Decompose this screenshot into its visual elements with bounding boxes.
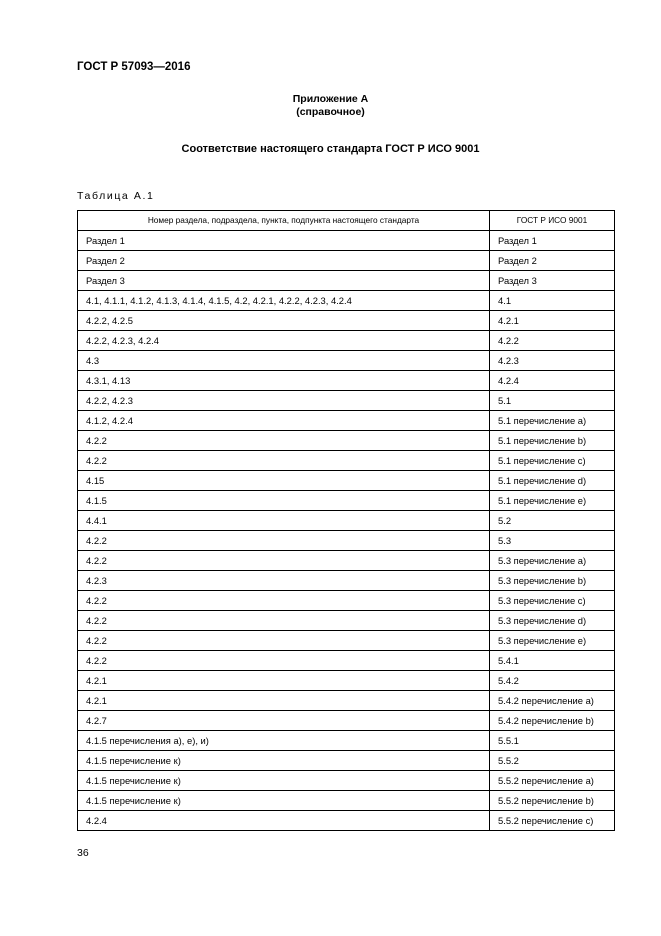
- cell-iso-9001: 5.4.2 перечисление b): [490, 711, 615, 731]
- cell-iso-9001: 5.4.2 перечисление а): [490, 691, 615, 711]
- table-row: [78, 411, 615, 431]
- cell-iso-9001: Раздел 3: [490, 271, 615, 291]
- cell-iso-9001: 5.2: [490, 511, 615, 531]
- cell-standard-section: 4.2.4: [78, 811, 490, 831]
- appendix-title: Приложение А: [292, 93, 369, 105]
- table-row: [78, 571, 615, 591]
- table-body: [78, 231, 615, 831]
- cell-iso-9001: 5.5.2 перечисление b): [490, 791, 615, 811]
- cell-standard-section: Раздел 1: [78, 231, 490, 251]
- correspondence-table: [77, 210, 615, 831]
- table-row: [78, 331, 615, 351]
- cell-standard-section: Раздел 3: [78, 271, 490, 291]
- cell-iso-9001: 4.2.1: [490, 311, 615, 331]
- cell-iso-9001: 5.5.2 перечисление а): [490, 771, 615, 791]
- table-row: [78, 751, 615, 771]
- table-row: [78, 391, 615, 411]
- document-code: ГОСТ Р 57093—2016: [77, 61, 191, 73]
- cell-standard-section: 4.2.7: [78, 711, 490, 731]
- cell-standard-section: 4.2.2, 4.2.3, 4.2.4: [78, 331, 490, 351]
- table-row: [78, 631, 615, 651]
- cell-iso-9001: 5.3 перечисление е): [490, 631, 615, 651]
- cell-iso-9001: 4.1: [490, 291, 615, 311]
- section-heading: Соответствие настоящего стандарта ГОСТ Р ИСО 9001: [181, 143, 480, 155]
- cell-iso-9001: 4.2.3: [490, 351, 615, 371]
- table-row: [78, 291, 615, 311]
- cell-standard-section: 4.3.1, 4.13: [78, 371, 490, 391]
- cell-iso-9001: 5.1 перечисление е): [490, 491, 615, 511]
- cell-standard-section: 4.1.5 перечисление к): [78, 791, 490, 811]
- table-row: [78, 651, 615, 671]
- table-row: [78, 691, 615, 711]
- cell-iso-9001: 5.3 перечисление d): [490, 611, 615, 631]
- cell-standard-section: 4.15: [78, 471, 490, 491]
- cell-standard-section: 4.2.2: [78, 591, 490, 611]
- cell-iso-9001: 5.5.1: [490, 731, 615, 751]
- table-row: [78, 711, 615, 731]
- table-row: [78, 731, 615, 751]
- cell-iso-9001: 5.1 перечисление b): [490, 431, 615, 451]
- page-number: 36: [77, 847, 89, 859]
- cell-iso-9001: 5.1 перечисление с): [490, 451, 615, 471]
- header-standard-section: Номер раздела, подраздела, пункта, подпункта настоящего стандарта: [78, 211, 490, 231]
- cell-standard-section: 4.1.5: [78, 491, 490, 511]
- cell-standard-section: 4.2.2, 4.2.5: [78, 311, 490, 331]
- table-row: [78, 431, 615, 451]
- cell-standard-section: 4.2.1: [78, 671, 490, 691]
- cell-standard-section: 4.1.5 перечисления а), е), и): [78, 731, 490, 751]
- cell-standard-section: 4.2.2: [78, 551, 490, 571]
- appendix-type: (справочное): [296, 106, 365, 118]
- cell-iso-9001: 5.4.2: [490, 671, 615, 691]
- cell-iso-9001: 5.5.2 перечисление с): [490, 811, 615, 831]
- cell-standard-section: 4.2.2: [78, 611, 490, 631]
- cell-standard-section: 4.1.2, 4.2.4: [78, 411, 490, 431]
- table-row: [78, 311, 615, 331]
- table-header-row: [78, 211, 615, 231]
- table-row: [78, 471, 615, 491]
- cell-standard-section: 4.2.2: [78, 631, 490, 651]
- table-caption: Таблица А.1: [77, 190, 155, 202]
- cell-iso-9001: 4.2.4: [490, 371, 615, 391]
- cell-standard-section: 4.2.1: [78, 691, 490, 711]
- cell-iso-9001: 5.1 перечисление а): [490, 411, 615, 431]
- table-row: [78, 771, 615, 791]
- cell-standard-section: 4.2.2, 4.2.3: [78, 391, 490, 411]
- cell-iso-9001: 5.3 перечисление с): [490, 591, 615, 611]
- cell-standard-section: 4.2.2: [78, 431, 490, 451]
- table-row: [78, 251, 615, 271]
- table-row: [78, 491, 615, 511]
- table-row: [78, 531, 615, 551]
- cell-iso-9001: 5.4.1: [490, 651, 615, 671]
- table-row: [78, 591, 615, 611]
- table-row: [78, 231, 615, 251]
- cell-standard-section: 4.1.5 перечисление к): [78, 751, 490, 771]
- cell-iso-9001: 5.3 перечисление а): [490, 551, 615, 571]
- table-row: [78, 351, 615, 371]
- cell-standard-section: Раздел 2: [78, 251, 490, 271]
- cell-iso-9001: 5.3 перечисление b): [490, 571, 615, 591]
- table-row: [78, 271, 615, 291]
- table-row: [78, 671, 615, 691]
- table-row: [78, 371, 615, 391]
- table-row: [78, 451, 615, 471]
- cell-standard-section: 4.2.2: [78, 651, 490, 671]
- cell-standard-section: 4.3: [78, 351, 490, 371]
- table-row: [78, 511, 615, 531]
- cell-iso-9001: 4.2.2: [490, 331, 615, 351]
- header-iso-9001: ГОСТ Р ИСО 9001: [490, 211, 615, 231]
- table-row: [78, 811, 615, 831]
- cell-iso-9001: 5.1: [490, 391, 615, 411]
- cell-standard-section: 4.4.1: [78, 511, 490, 531]
- cell-iso-9001: 5.1 перечисление d): [490, 471, 615, 491]
- cell-standard-section: 4.2.2: [78, 531, 490, 551]
- table-row: [78, 791, 615, 811]
- table-row: [78, 611, 615, 631]
- cell-iso-9001: 5.5.2: [490, 751, 615, 771]
- cell-iso-9001: Раздел 2: [490, 251, 615, 271]
- cell-iso-9001: 5.3: [490, 531, 615, 551]
- cell-standard-section: 4.1.5 перечисление к): [78, 771, 490, 791]
- cell-standard-section: 4.1, 4.1.1, 4.1.2, 4.1.3, 4.1.4, 4.1.5, 4.2, 4.2.1, 4.2.2, 4.2.3, 4.2.4: [78, 291, 490, 311]
- cell-iso-9001: Раздел 1: [490, 231, 615, 251]
- table-row: [78, 551, 615, 571]
- cell-standard-section: 4.2.3: [78, 571, 490, 591]
- cell-standard-section: 4.2.2: [78, 451, 490, 471]
